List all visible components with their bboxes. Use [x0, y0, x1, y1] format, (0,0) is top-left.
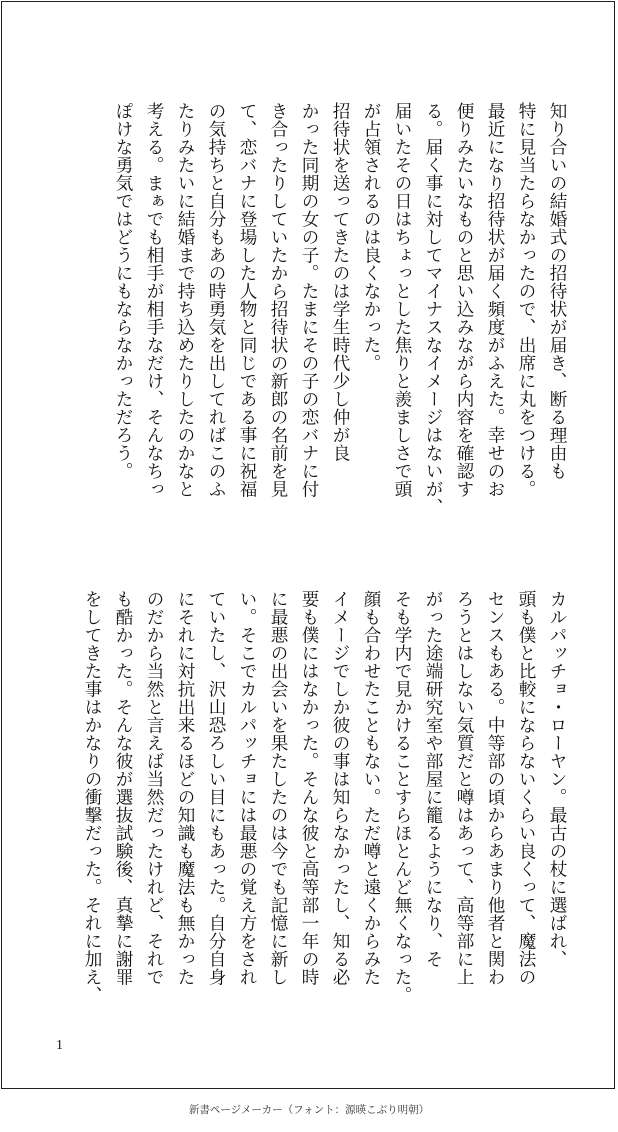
text-line: 要も僕にはなかった。そんな彼と高等部一年の時 — [299, 590, 319, 986]
text-line: がった途端研究室や部屋に籠るようになり、そ — [423, 590, 443, 968]
text-line: カルパッチョ・ローヤン。最古の杖に選ばれ、 — [547, 590, 567, 968]
text-line: 招待状を送ってきたのは学生時代少し仲が良 — [330, 102, 350, 462]
text-line: に最悪の出会いを果たしたのは今でも記憶に新し — [268, 590, 288, 986]
text-line: かった同期の女の子。たまにその子の恋バナに付 — [299, 102, 319, 498]
text-line: 便りみたいなものと思い込みながら内容を確認す — [454, 102, 474, 498]
text-line: 考える。まぁでも相手が相手なだけ、そんなちっ — [144, 102, 164, 498]
text-line: 頭も僕と比較にならないくらい良くって、魔法の — [516, 590, 536, 986]
text-line: たりみたいに結婚まで持ち込めたりしたのかなと — [175, 102, 195, 498]
text-line: き合ったりしていたから招待状の新郎の名前を見 — [268, 102, 288, 498]
footer-credit: 新書ページメーカー（フォント：源暎こぶり明朝） — [188, 1104, 430, 1116]
text-line: る。届く事に対してマイナスなイメージはないが、 — [423, 102, 443, 516]
text-line: のだから当然と言えば当然だったけれど、それで — [144, 590, 164, 986]
text-line: も酷かった。そんな彼が選抜試験後、真摯に謝罪 — [113, 590, 133, 986]
text-block-bottom — [76, 590, 572, 1004]
text-line: にそれに対抗出来るほどの知識も魔法も無かった — [175, 590, 195, 986]
text-line: 知り合いの結婚式の招待状が届き、断る理由も — [547, 102, 567, 480]
text-line: ていたし、沢山恐ろしい目にもあった。自分自身 — [206, 590, 226, 986]
text-line: が占領されるのは良くなかった。 — [361, 102, 381, 372]
text-line: 届いたその日はちょっとした焦りと羨ましさで頭 — [392, 102, 412, 498]
text-line: ぽけな勇気ではどうにもならなかっただろう。 — [113, 102, 133, 480]
text-line: 最近になり招待状が届く頻度がふえた。幸せのお — [485, 102, 505, 498]
text-line: ろうとはしない気質だと噂はあって、高等部に上 — [454, 590, 474, 986]
text-line: い。そこでカルパッチョには最悪の覚え方をされ — [237, 590, 257, 986]
text-line: て、恋バナに登場した人物と同じである事に祝福 — [237, 102, 257, 498]
text-line: センスもある。中等部の頃からあまり他者と関わ — [485, 590, 505, 986]
text-line: 顔も合わせたこともない。ただ噂と遠くからみた — [361, 590, 381, 986]
text-block-top — [107, 102, 572, 516]
text-line: の気持ちと自分もあの時勇気を出してればこのふ — [206, 102, 226, 498]
page-number: 1 — [56, 1038, 63, 1053]
text-line: そも学内で見かけることすらほとんど無くなった。 — [392, 590, 412, 1004]
page-frame — [1, 1, 615, 1089]
text-line: 特に見当たらなかったので、出席に丸をつける。 — [516, 102, 536, 498]
text-line: イメージでしか彼の事は知らなかったし、知る必 — [330, 590, 350, 986]
text-line: をしてきた事はかなりの衝撃だった。それに加え、 — [82, 590, 102, 1004]
